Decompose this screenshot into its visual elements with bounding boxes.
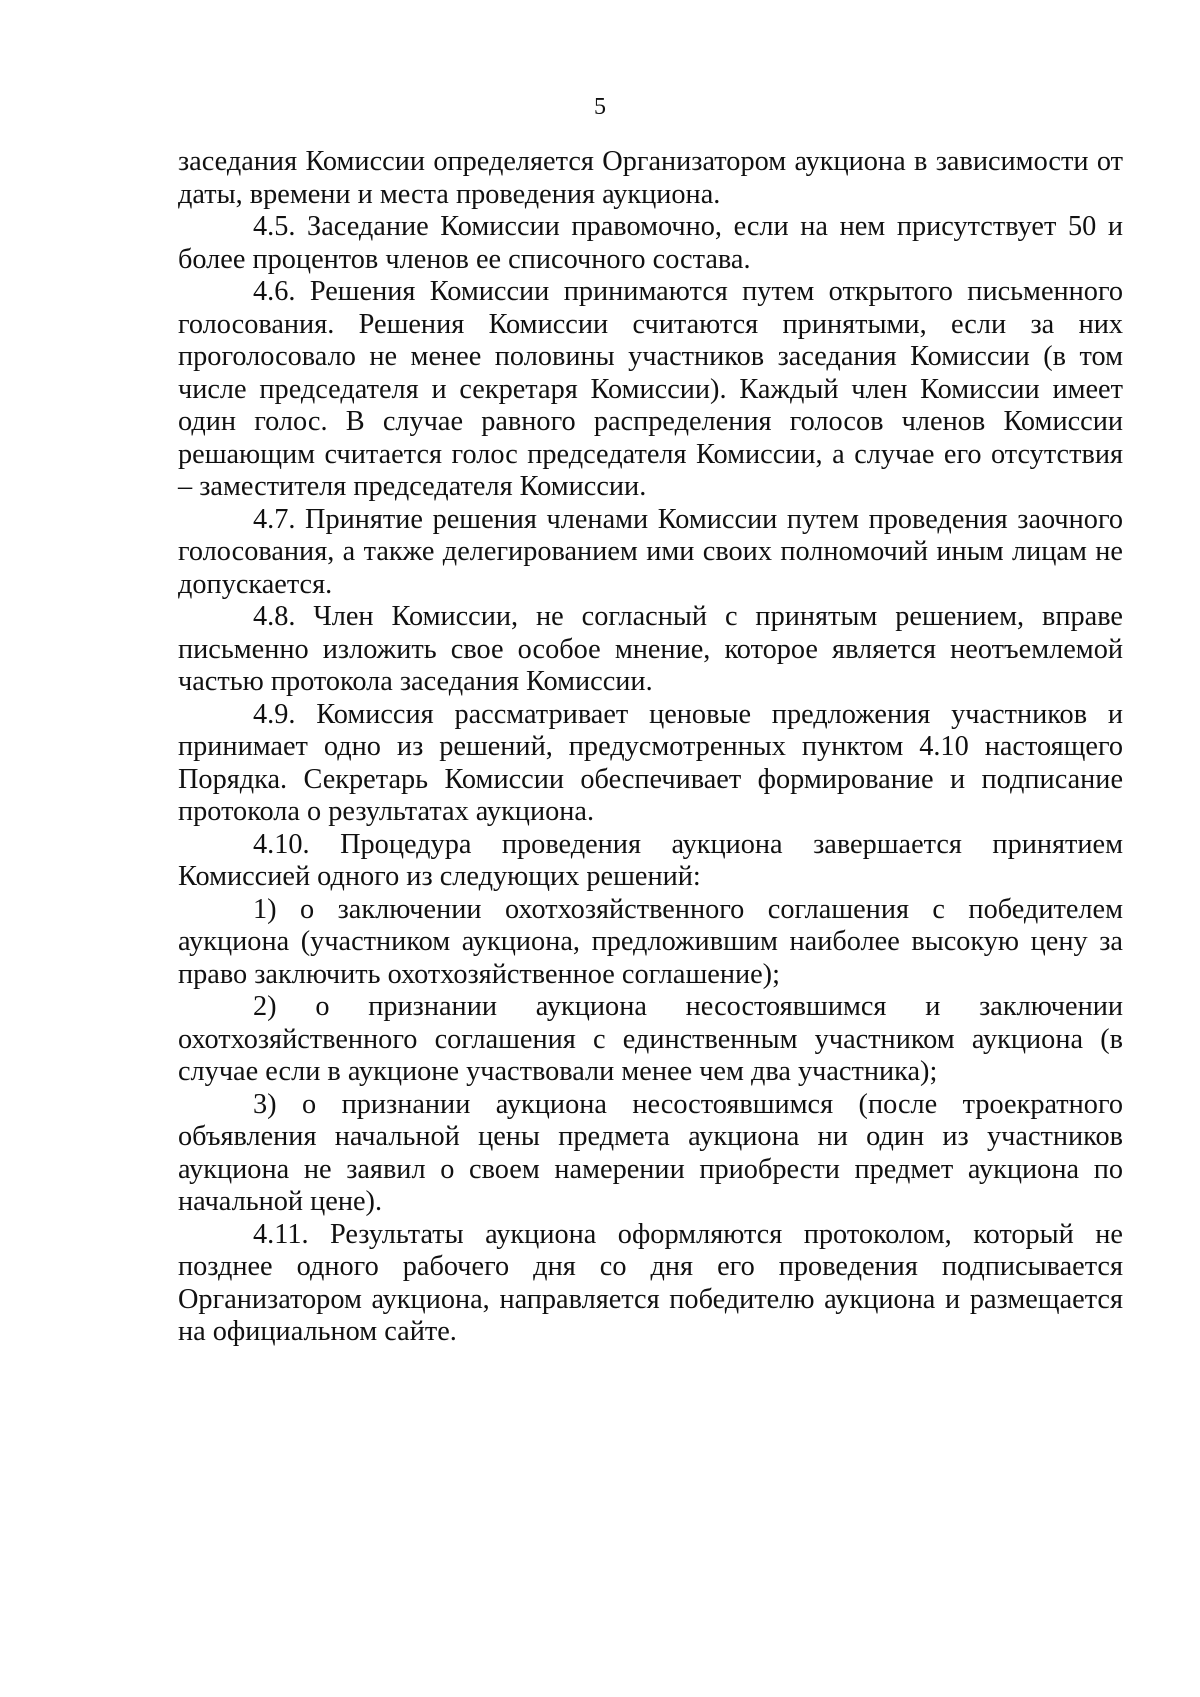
paragraph-4-10: 4.10. Процедура проведения аукциона завершается принятием Комиссией одного из следующих решений: [178,828,1123,892]
paragraph-4-6: 4.6. Решения Комиссии принимаются путем открытого письменного голосования. Решения Комиссии считаются принятыми, если за них проголосовало не менее половины участников заседания Комиссии (в том числе председателя и секретаря Комиссии). Каждый член Комиссии имеет один голос. В случае равного распределения голосов членов Комиссии решающим считается голос председателя Комиссии, а случае его отсутствия – заместителя председателя Комиссии. [178,276,1123,502]
document-body [178,146,1123,1349]
paragraph-4-5: 4.5. Заседание Комиссии правомочно, если на нем присутствует 50 и более процентов членов ее списочного состава. [178,211,1123,275]
paragraph-4-9: 4.9. Комиссия рассматривает ценовые предложения участников и принимает одно из решений, предусмотренных пунктом 4.10 настоящего Порядка. Секретарь Комиссии обеспечивает формирование и подписание протокола о результатах аукциона. [178,698,1123,827]
list-item-1: 1) о заключении охотхозяйственного соглашения с победителем аукциона (участником аукциона, предложившим наиболее высокую цену за право заключить охотхозяйственное соглашение); [178,893,1123,990]
paragraph-continuation: заседания Комиссии определяется Организатором аукциона в зависимости от даты, времени и места проведения аукциона. [178,146,1123,210]
page-number: 5 [594,94,606,120]
list-item-3: 3) о признании аукциона несостоявшимся (после троекратного объявления начальной цены предмета аукциона ни один из участников аукциона не заявил о своем намерении приобрести предмет аукциона по начальной цене). [178,1088,1123,1217]
paragraph-4-11: 4.11. Результаты аукциона оформляются протоколом, который не позднее одного рабочего дня со дня его проведения подписывается Организатором аукциона, направляется победителю аукциона и размещается на официальном сайте. [178,1218,1123,1347]
list-item-2: 2) о признании аукциона несостоявшимся и заключении охотхозяйственного соглашения с единственным участником аукциона (в случае если в аукционе участвовали менее чем два участника); [178,991,1123,1087]
paragraph-4-8: 4.8. Член Комиссии, не согласный с принятым решением, вправе письменно изложить свое особое мнение, которое является неотъемлемой частью протокола заседания Комиссии. [178,601,1123,697]
paragraph-4-7: 4.7. Принятие решения членами Комиссии путем проведения заочного голосования, а также делегированием ими своих полномочий иным лицам не допускается. [178,503,1123,600]
